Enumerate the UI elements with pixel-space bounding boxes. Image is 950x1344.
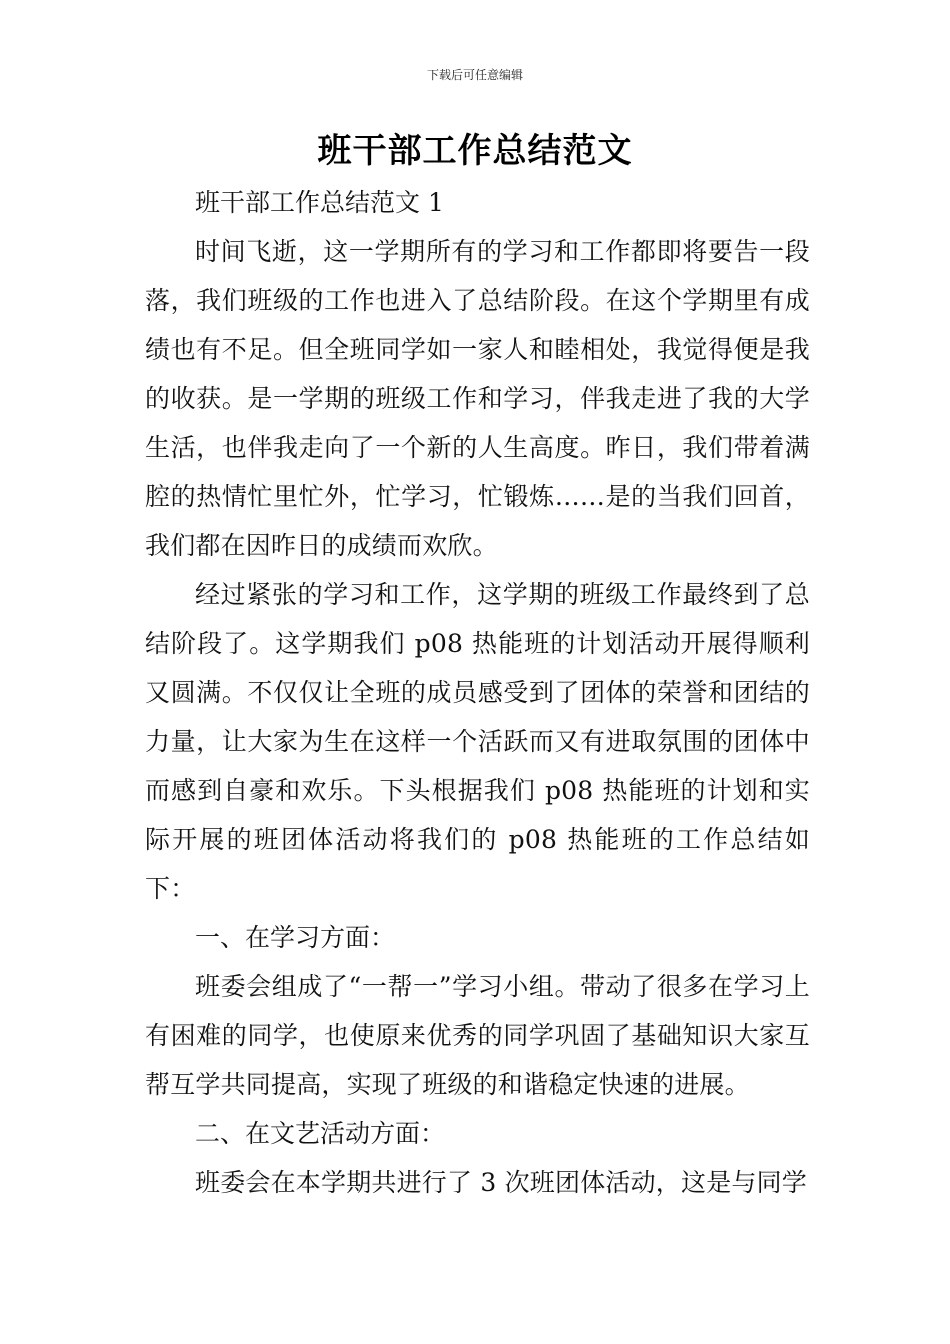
heading-arts: 二、在文艺活动方面：: [195, 1119, 446, 1148]
document-title: 班干部工作总结范文: [317, 131, 633, 171]
paragraph-arts: 班委会在本学期共进行了 3 次班团体活动，这是与同学: [195, 1168, 808, 1197]
paragraph-intro: 时间飞逝，这一学期所有的学习和工作都即将要告一段落，我们班级的工作也进入了总结阶段。在这个学期里有成绩也有不足。但全班同学如一家人和睦相处，我觉得便是我的收获。是一学期的班级工作和学习，伴我走进了我的大学生活，也伴我走向了一个新的人生高度。昨日，我们带着满腔的热情忙里忙外，忙学习，忙锻炼……是的当我们回首，我们都在因昨日的成绩而欢欣。: [145, 237, 810, 560]
section-subtitle: 班干部工作总结范文 1: [195, 188, 444, 217]
paragraph-summary: 经过紧张的学习和工作，这学期的班级工作最终到了总结阶段了。这学期我们 p08 热能班的计划活动开展得顺利又圆满。不仅仅让全班的成员感受到了团体的荣誉和团结的力量，让大家为生在这样一个活跃而又有进取氛围的团体中而感到自豪和欢乐。下头根据我们 p08 热能班的计划和实际开展的班团体活动将我们的 p08 热能班的工作总结如下：: [145, 580, 810, 903]
heading-study: 一、在学习方面：: [195, 923, 396, 952]
paragraph-study: 班委会组成了“一帮一”学习小组。带动了很多在学习上有困难的同学，也使原来优秀的同学巩固了基础知识大家互帮互学共同提高，实现了班级的和谐稳定快速的进展。: [145, 972, 810, 1099]
document-body: [145, 178, 810, 1207]
header-note: 下载后可任意编辑: [426, 68, 523, 82]
